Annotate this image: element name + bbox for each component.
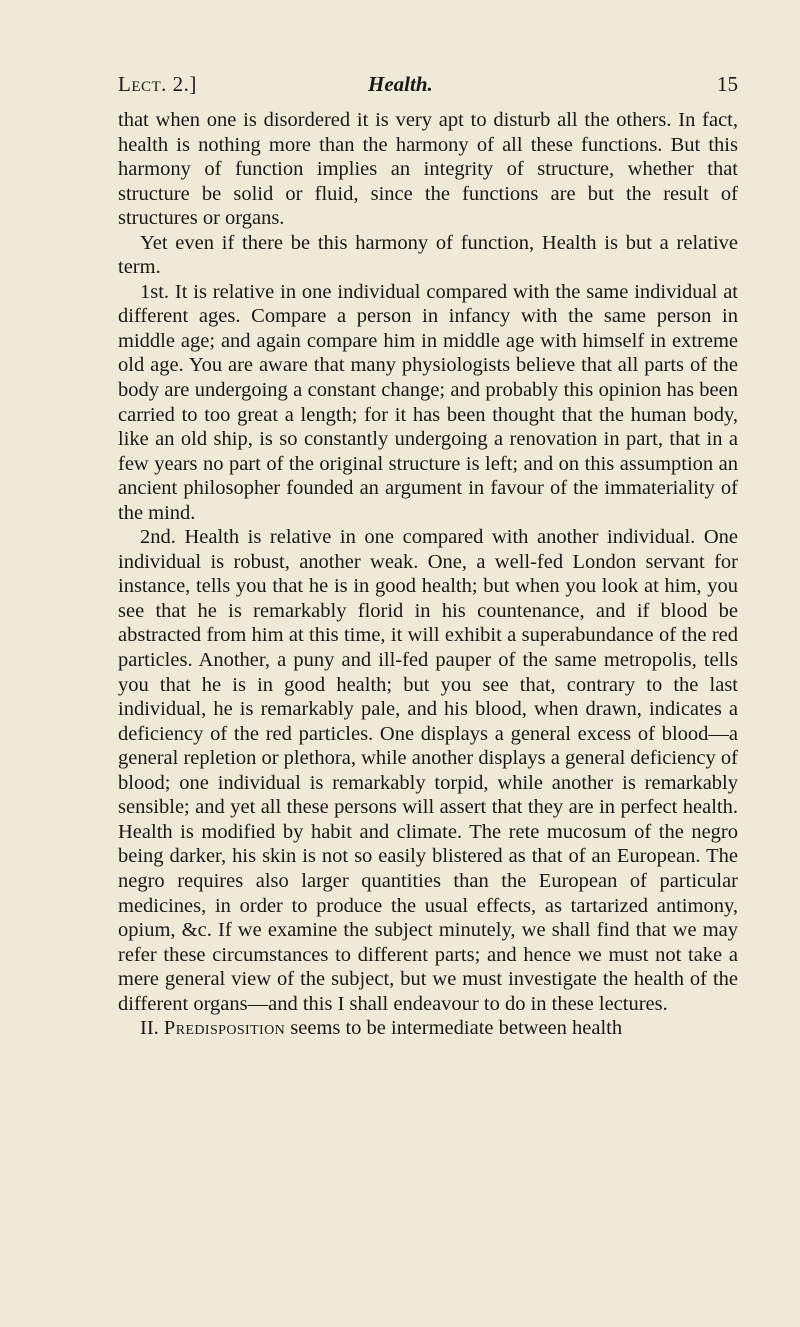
- page-number: 15: [717, 72, 738, 96]
- lecture-reference: Lect. 2.]: [118, 72, 197, 96]
- section-text: seems to be intermediate between health: [290, 1017, 623, 1040]
- paragraph-continuation: that when one is disordered it is very apt to disturb all the others. In fact, health is nothing more than the harmony of all these functions. But this harmony of function implies an integrity of structure, whether that structure be solid or fluid, since the functions are but the result of structures or organs.: [118, 109, 738, 230]
- running-header: [118, 72, 738, 108]
- paragraph-first-point: 1st. It is relative in one individual compared with the same individual at different ages. Compare a person in infancy with the same person in middle age; and again compare him in middle age with himself in extreme old age. You are aware that many physiologists believe that all parts of the body are undergoing a constant change; and probably this opinion has been carried to too great a length; for it has been thought that the human body, like an old ship, is so constantly undergoing a renovation in part, that in a few years no part of the original structure is left; and on this assumption an ancient philosopher founded an argument in favour of the immateriality of the mind.: [118, 280, 738, 524]
- paragraph-second-point: 2nd. Health is relative in one compared with another individual. One individual is robust, another weak. One, a well-fed London servant for instance, tells you that he is in good health; but when you look at him, you see that he is remarkably florid in his countenance, and if blood be abstracted from him at this time, it will exhibit a superabundance of the red particles. Another, a puny and ill-fed pauper of the same metropolis, tells you that he is in good health; but you see that, contrary to the last individual, he is remarkably pale, and his blood, when drawn, indicates a deficiency of the red particles. One displays a general excess of blood—a general repletion or plethora, while another displays a general deficiency of blood; one individual is remarkably torpid, while another is remarkably sensible; and yet all these persons will assert that they are in perfect health. Health is modified by habit and climate. The rete mucosum of the negro being darker, his skin is not so easily blistered as that of an European. The negro requires also larger quantities than the European of particular medicines, in order to produce the usual effects, as tartarized antimony, opium, &c. If we examine the subject minutely, we shall find that we may refer these circumstances to different parts; and hence we must not take a mere general view of the subject, but we must investigate the health of the different organs—and this I shall endeavour to do in these lectures.: [118, 526, 738, 1015]
- paragraph-relative-term: Yet even if there be this harmony of function, Health is but a relative term.: [118, 231, 738, 279]
- paragraph-predisposition: [118, 1016, 738, 1041]
- body-text: [118, 108, 738, 1041]
- section-term: Predisposition: [163, 1017, 286, 1040]
- section-numeral: II.: [140, 1017, 159, 1040]
- running-title: Health.: [368, 72, 433, 96]
